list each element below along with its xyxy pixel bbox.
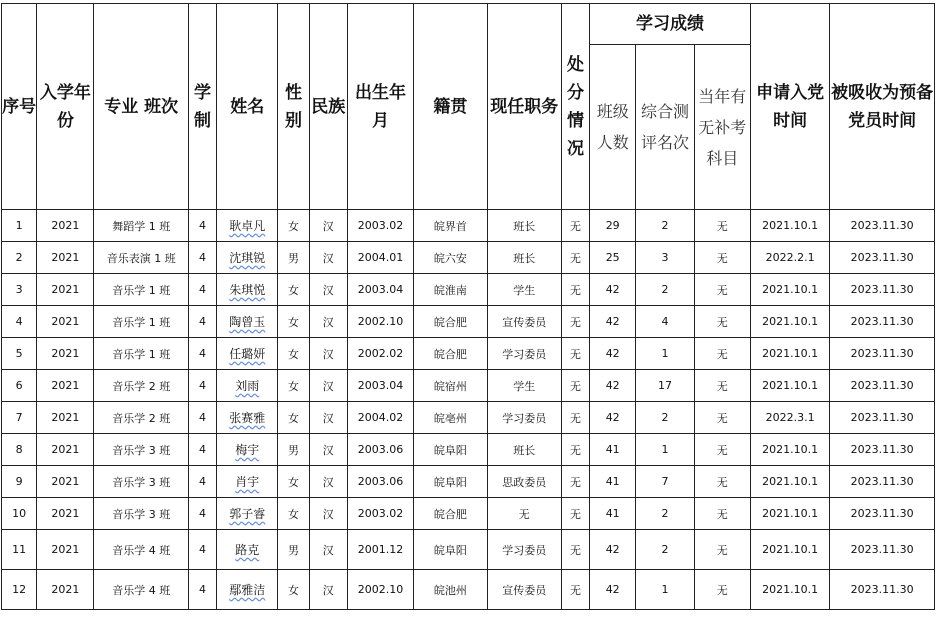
cell-year: 2021	[37, 370, 94, 402]
cell-rank: 2	[636, 274, 694, 306]
cell-apply-date: 2021.10.1	[750, 306, 829, 338]
cell-position: 宣传委员	[487, 306, 561, 338]
cell-duration: 4	[188, 306, 216, 338]
party-member-table	[1, 3, 935, 610]
cell-discipline: 无	[561, 434, 589, 466]
header-birth: 出生年月	[347, 4, 413, 210]
cell-duration: 4	[188, 274, 216, 306]
cell-birth: 2002.02	[347, 338, 413, 370]
cell-gender: 女	[278, 570, 309, 610]
cell-accept-date: 2023.11.30	[830, 306, 935, 338]
cell-duration: 4	[188, 570, 216, 610]
cell-apply-date: 2021.10.1	[750, 338, 829, 370]
cell-rank: 2	[636, 402, 694, 434]
header-gender: 性别	[278, 4, 309, 210]
cell-major: 音乐学 4 班	[94, 570, 189, 610]
cell-accept-date: 2023.11.30	[830, 338, 935, 370]
cell-ethnicity: 汉	[309, 530, 347, 570]
cell-apply-date: 2021.10.1	[750, 434, 829, 466]
header-apply-date: 申请入党时间	[750, 4, 829, 210]
cell-duration: 4	[188, 434, 216, 466]
cell-major: 音乐学 2 班	[94, 402, 189, 434]
cell-major: 音乐学 2 班	[94, 370, 189, 402]
table-row	[2, 274, 935, 306]
cell-gender: 女	[278, 402, 309, 434]
cell-makeup: 无	[694, 338, 750, 370]
cell-major: 音乐学 4 班	[94, 530, 189, 570]
cell-gender: 女	[278, 306, 309, 338]
table-body	[2, 210, 935, 610]
cell-origin: 皖合肥	[414, 306, 487, 338]
cell-accept-date: 2023.11.30	[830, 402, 935, 434]
cell-discipline: 无	[561, 530, 589, 570]
table-row	[2, 338, 935, 370]
cell-year: 2021	[37, 570, 94, 610]
cell-accept-date: 2023.11.30	[830, 434, 935, 466]
cell-position: 班长	[487, 434, 561, 466]
cell-makeup: 无	[694, 570, 750, 610]
cell-gender: 女	[278, 338, 309, 370]
header-rank: 综合测评名次	[636, 45, 694, 210]
cell-major: 音乐表演 1 班	[94, 242, 189, 274]
cell-name: 朱琪悦	[217, 274, 278, 306]
cell-name: 梅宇	[217, 434, 278, 466]
cell-apply-date: 2021.10.1	[750, 370, 829, 402]
cell-discipline: 无	[561, 242, 589, 274]
table-row	[2, 242, 935, 274]
cell-gender: 女	[278, 498, 309, 530]
cell-duration: 4	[188, 466, 216, 498]
cell-name: 耿卓凡	[217, 210, 278, 242]
header-origin: 籍贯	[414, 4, 487, 210]
cell-birth: 2003.06	[347, 466, 413, 498]
cell-makeup: 无	[694, 306, 750, 338]
cell-origin: 皖六安	[414, 242, 487, 274]
cell-gender: 女	[278, 466, 309, 498]
cell-origin: 皖阜阳	[414, 434, 487, 466]
cell-class-size: 41	[590, 434, 636, 466]
cell-birth: 2001.12	[347, 530, 413, 570]
cell-seq: 12	[2, 570, 37, 610]
cell-major: 音乐学 1 班	[94, 274, 189, 306]
cell-position: 学习委员	[487, 530, 561, 570]
cell-ethnicity: 汉	[309, 210, 347, 242]
cell-apply-date: 2021.10.1	[750, 274, 829, 306]
cell-origin: 皖合肥	[414, 338, 487, 370]
cell-rank: 2	[636, 498, 694, 530]
cell-duration: 4	[188, 242, 216, 274]
header-major: 专业 班次	[94, 4, 189, 210]
cell-ethnicity: 汉	[309, 498, 347, 530]
cell-discipline: 无	[561, 338, 589, 370]
cell-makeup: 无	[694, 210, 750, 242]
cell-birth: 2003.06	[347, 434, 413, 466]
cell-duration: 4	[188, 370, 216, 402]
header-scores: 学习成绩	[590, 4, 751, 45]
cell-gender: 男	[278, 242, 309, 274]
cell-position: 学生	[487, 274, 561, 306]
cell-class-size: 41	[590, 498, 636, 530]
cell-origin: 皖亳州	[414, 402, 487, 434]
cell-birth: 2003.02	[347, 498, 413, 530]
cell-apply-date: 2021.10.1	[750, 498, 829, 530]
cell-year: 2021	[37, 498, 94, 530]
table-row	[2, 306, 935, 338]
header-year: 入学年份	[37, 4, 94, 210]
cell-apply-date: 2021.10.1	[750, 570, 829, 610]
cell-seq: 7	[2, 402, 37, 434]
cell-class-size: 42	[590, 306, 636, 338]
cell-class-size: 42	[590, 402, 636, 434]
cell-gender: 男	[278, 434, 309, 466]
header-accept-date: 被吸收为预备党员时间	[830, 4, 935, 210]
cell-ethnicity: 汉	[309, 466, 347, 498]
cell-duration: 4	[188, 498, 216, 530]
cell-birth: 2004.01	[347, 242, 413, 274]
cell-year: 2021	[37, 402, 94, 434]
cell-accept-date: 2023.11.30	[830, 274, 935, 306]
cell-year: 2021	[37, 210, 94, 242]
cell-accept-date: 2023.11.30	[830, 570, 935, 610]
table-row	[2, 498, 935, 530]
cell-year: 2021	[37, 530, 94, 570]
cell-gender: 女	[278, 210, 309, 242]
cell-discipline: 无	[561, 210, 589, 242]
cell-rank: 2	[636, 530, 694, 570]
cell-ethnicity: 汉	[309, 242, 347, 274]
cell-name: 张赛雅	[217, 402, 278, 434]
header-duration: 学制	[188, 4, 216, 210]
cell-year: 2021	[37, 434, 94, 466]
cell-discipline: 无	[561, 370, 589, 402]
cell-accept-date: 2023.11.30	[830, 370, 935, 402]
cell-seq: 6	[2, 370, 37, 402]
table-row	[2, 570, 935, 610]
cell-seq: 3	[2, 274, 37, 306]
cell-discipline: 无	[561, 466, 589, 498]
cell-position: 思政委员	[487, 466, 561, 498]
cell-gender: 男	[278, 530, 309, 570]
cell-origin: 皖阜阳	[414, 530, 487, 570]
cell-birth: 2002.10	[347, 570, 413, 610]
header-seq: 序号	[2, 4, 37, 210]
cell-major: 音乐学 3 班	[94, 434, 189, 466]
header-discipline: 处分情况	[561, 4, 589, 210]
cell-accept-date: 2023.11.30	[830, 466, 935, 498]
cell-position: 宣传委员	[487, 570, 561, 610]
cell-makeup: 无	[694, 530, 750, 570]
cell-makeup: 无	[694, 498, 750, 530]
header-ethnicity: 民族	[309, 4, 347, 210]
cell-year: 2021	[37, 306, 94, 338]
cell-year: 2021	[37, 466, 94, 498]
cell-gender: 女	[278, 370, 309, 402]
table-row	[2, 466, 935, 498]
table-row	[2, 402, 935, 434]
cell-accept-date: 2023.11.30	[830, 530, 935, 570]
cell-origin: 皖宿州	[414, 370, 487, 402]
cell-birth: 2003.04	[347, 370, 413, 402]
cell-name: 肖宇	[217, 466, 278, 498]
cell-origin: 皖淮南	[414, 274, 487, 306]
cell-discipline: 无	[561, 306, 589, 338]
cell-discipline: 无	[561, 274, 589, 306]
cell-name: 陶曾玉	[217, 306, 278, 338]
cell-name: 任璐妍	[217, 338, 278, 370]
cell-class-size: 42	[590, 274, 636, 306]
cell-birth: 2003.04	[347, 274, 413, 306]
cell-year: 2021	[37, 274, 94, 306]
table-row	[2, 530, 935, 570]
cell-duration: 4	[188, 402, 216, 434]
cell-major: 音乐学 3 班	[94, 498, 189, 530]
cell-makeup: 无	[694, 274, 750, 306]
cell-makeup: 无	[694, 370, 750, 402]
header-makeup: 当年有无补考科目	[694, 45, 750, 210]
cell-rank: 3	[636, 242, 694, 274]
header-position: 现任职务	[487, 4, 561, 210]
cell-ethnicity: 汉	[309, 570, 347, 610]
cell-makeup: 无	[694, 402, 750, 434]
cell-origin: 皖阜阳	[414, 466, 487, 498]
cell-class-size: 29	[590, 210, 636, 242]
cell-discipline: 无	[561, 570, 589, 610]
cell-duration: 4	[188, 338, 216, 370]
cell-apply-date: 2021.10.1	[750, 210, 829, 242]
cell-major: 舞蹈学 1 班	[94, 210, 189, 242]
cell-duration: 4	[188, 530, 216, 570]
cell-major: 音乐学 3 班	[94, 466, 189, 498]
cell-class-size: 42	[590, 570, 636, 610]
cell-discipline: 无	[561, 402, 589, 434]
cell-apply-date: 2022.3.1	[750, 402, 829, 434]
cell-seq: 11	[2, 530, 37, 570]
cell-seq: 1	[2, 210, 37, 242]
cell-position: 学习委员	[487, 402, 561, 434]
cell-seq: 2	[2, 242, 37, 274]
cell-major: 音乐学 1 班	[94, 306, 189, 338]
cell-discipline: 无	[561, 498, 589, 530]
cell-seq: 10	[2, 498, 37, 530]
cell-class-size: 42	[590, 338, 636, 370]
header-class-size: 班级人数	[590, 45, 636, 210]
cell-birth: 2003.02	[347, 210, 413, 242]
cell-name: 鄢雅洁	[217, 570, 278, 610]
cell-class-size: 42	[590, 370, 636, 402]
cell-rank: 2	[636, 210, 694, 242]
cell-gender: 女	[278, 274, 309, 306]
cell-seq: 9	[2, 466, 37, 498]
cell-rank: 1	[636, 338, 694, 370]
cell-birth: 2002.10	[347, 306, 413, 338]
cell-position: 学生	[487, 370, 561, 402]
cell-major: 音乐学 1 班	[94, 338, 189, 370]
cell-accept-date: 2023.11.30	[830, 242, 935, 274]
cell-ethnicity: 汉	[309, 338, 347, 370]
table-row	[2, 434, 935, 466]
cell-class-size: 25	[590, 242, 636, 274]
cell-rank: 17	[636, 370, 694, 402]
cell-position: 班长	[487, 242, 561, 274]
table-row	[2, 210, 935, 242]
cell-position: 班长	[487, 210, 561, 242]
cell-makeup: 无	[694, 242, 750, 274]
cell-class-size: 41	[590, 466, 636, 498]
cell-birth: 2004.02	[347, 402, 413, 434]
cell-makeup: 无	[694, 434, 750, 466]
cell-rank: 4	[636, 306, 694, 338]
cell-origin: 皖界首	[414, 210, 487, 242]
cell-name: 路克	[217, 530, 278, 570]
cell-makeup: 无	[694, 466, 750, 498]
cell-accept-date: 2023.11.30	[830, 498, 935, 530]
cell-class-size: 42	[590, 530, 636, 570]
cell-position: 学习委员	[487, 338, 561, 370]
cell-year: 2021	[37, 338, 94, 370]
cell-origin: 皖合肥	[414, 498, 487, 530]
cell-ethnicity: 汉	[309, 274, 347, 306]
cell-duration: 4	[188, 210, 216, 242]
cell-seq: 5	[2, 338, 37, 370]
cell-accept-date: 2023.11.30	[830, 210, 935, 242]
cell-year: 2021	[37, 242, 94, 274]
cell-name: 刘雨	[217, 370, 278, 402]
header-name: 姓名	[217, 4, 278, 210]
cell-rank: 1	[636, 570, 694, 610]
cell-origin: 皖池州	[414, 570, 487, 610]
cell-rank: 7	[636, 466, 694, 498]
cell-apply-date: 2022.2.1	[750, 242, 829, 274]
cell-seq: 4	[2, 306, 37, 338]
table-row	[2, 370, 935, 402]
cell-name: 沈琪锐	[217, 242, 278, 274]
cell-position: 无	[487, 498, 561, 530]
cell-ethnicity: 汉	[309, 306, 347, 338]
cell-ethnicity: 汉	[309, 370, 347, 402]
cell-apply-date: 2021.10.1	[750, 530, 829, 570]
cell-rank: 1	[636, 434, 694, 466]
cell-ethnicity: 汉	[309, 434, 347, 466]
cell-apply-date: 2021.10.1	[750, 466, 829, 498]
cell-ethnicity: 汉	[309, 402, 347, 434]
cell-name: 郭子睿	[217, 498, 278, 530]
cell-seq: 8	[2, 434, 37, 466]
